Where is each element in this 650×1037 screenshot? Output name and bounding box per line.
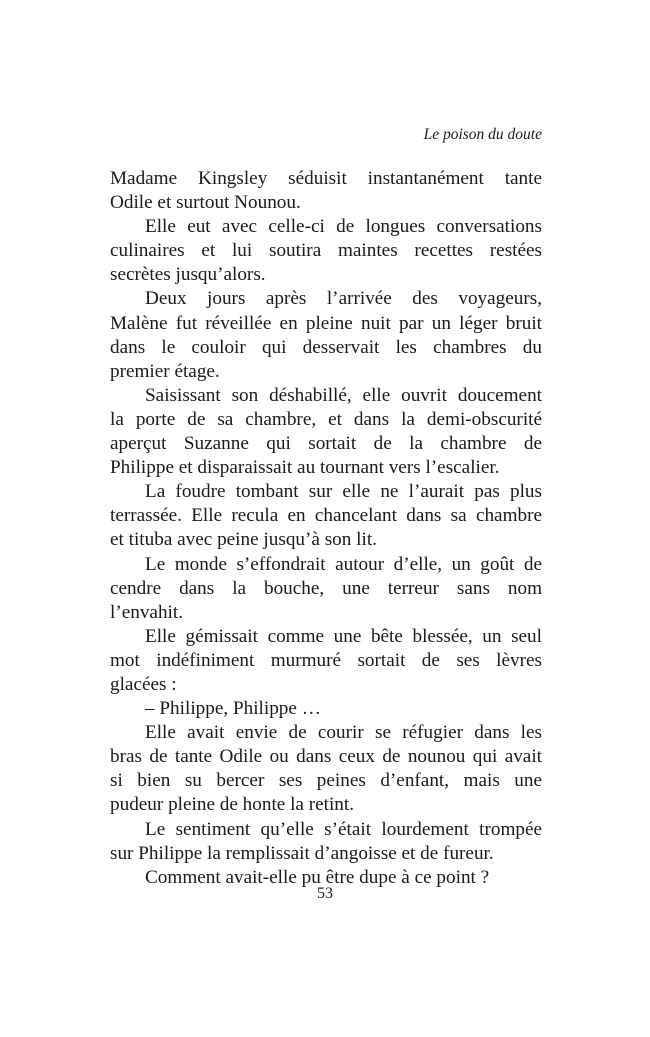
- text-line: Elle gémissait comme une bête blessée, un seul: [145, 625, 542, 647]
- text-line: Elle avait envie de courir se réfugier dans les: [145, 722, 542, 744]
- text-line: glacées :: [110, 673, 177, 695]
- text-line: Malène fut réveillée en pleine nuit par un léger bruit: [110, 312, 542, 334]
- page-number: 53: [317, 885, 333, 902]
- text-line: cendre dans la bouche, une terreur sans nom: [110, 577, 542, 599]
- running-header: Le poison du doute: [423, 126, 542, 143]
- paragraph: [110, 625, 542, 697]
- text-line: Elle eut avec celle-ci de longues conversations: [145, 216, 542, 238]
- text-line: Le monde s’effondrait autour d’elle, un goût de: [145, 553, 542, 575]
- text-line: – Philippe, Philippe …: [145, 698, 321, 720]
- body-text: [110, 167, 542, 890]
- paragraph: [110, 287, 542, 383]
- text-line: Madame Kingsley séduisit instantanément tante: [110, 168, 542, 189]
- text-line: la porte de sa chambre, et dans la demi-obscurité: [110, 408, 542, 430]
- paragraph: [110, 480, 542, 552]
- paragraph: [110, 721, 542, 817]
- text-line: Odile et surtout Nounou.: [110, 192, 301, 214]
- text-line: mot indéfiniment murmuré sortait de ses lèvres: [110, 649, 542, 671]
- text-line: Comment avait-elle pu être dupe à ce point ?: [145, 866, 490, 888]
- text-line: Saisissant son déshabillé, elle ouvrit doucement: [145, 384, 542, 406]
- text-line: premier étage.: [110, 360, 220, 382]
- text-line: pudeur pleine de honte la retint.: [110, 794, 355, 816]
- paragraph: [110, 553, 542, 625]
- paragraph: [110, 818, 542, 866]
- text-line: dans le couloir qui desservait les chambres du: [110, 336, 542, 358]
- text-line: bras de tante Odile ou dans ceux de nounou qui avait: [110, 746, 542, 768]
- text-line: culinaires et lui soutira maintes recettes restées: [110, 240, 542, 262]
- paragraph: [110, 697, 542, 721]
- text-line: l’envahit.: [110, 601, 183, 623]
- text-line: sur Philippe la remplissait d’angoisse et de fureur.: [110, 842, 494, 864]
- text-line: si bien su bercer ses peines d’enfant, mais une: [110, 770, 542, 792]
- text-line: aperçut Suzanne qui sortait de la chambre de: [110, 433, 542, 455]
- text-line: Philippe et disparaissait au tournant vers l’escalier.: [110, 457, 500, 479]
- paragraph: [110, 215, 542, 287]
- paragraph: [110, 384, 542, 480]
- text-line: secrètes jusqu’alors.: [110, 264, 266, 286]
- text-line: La foudre tombant sur elle ne l’aurait pas plus: [145, 481, 542, 503]
- text-line: terrassée. Elle recula en chancelant dans sa chambre: [110, 505, 542, 527]
- text-line: Deux jours après l’arrivée des voyageurs,: [145, 288, 542, 310]
- text-line: Le sentiment qu’elle s’était lourdement trompée: [145, 818, 542, 840]
- paragraph: [110, 167, 542, 215]
- text-line: et tituba avec peine jusqu’à son lit.: [110, 529, 377, 551]
